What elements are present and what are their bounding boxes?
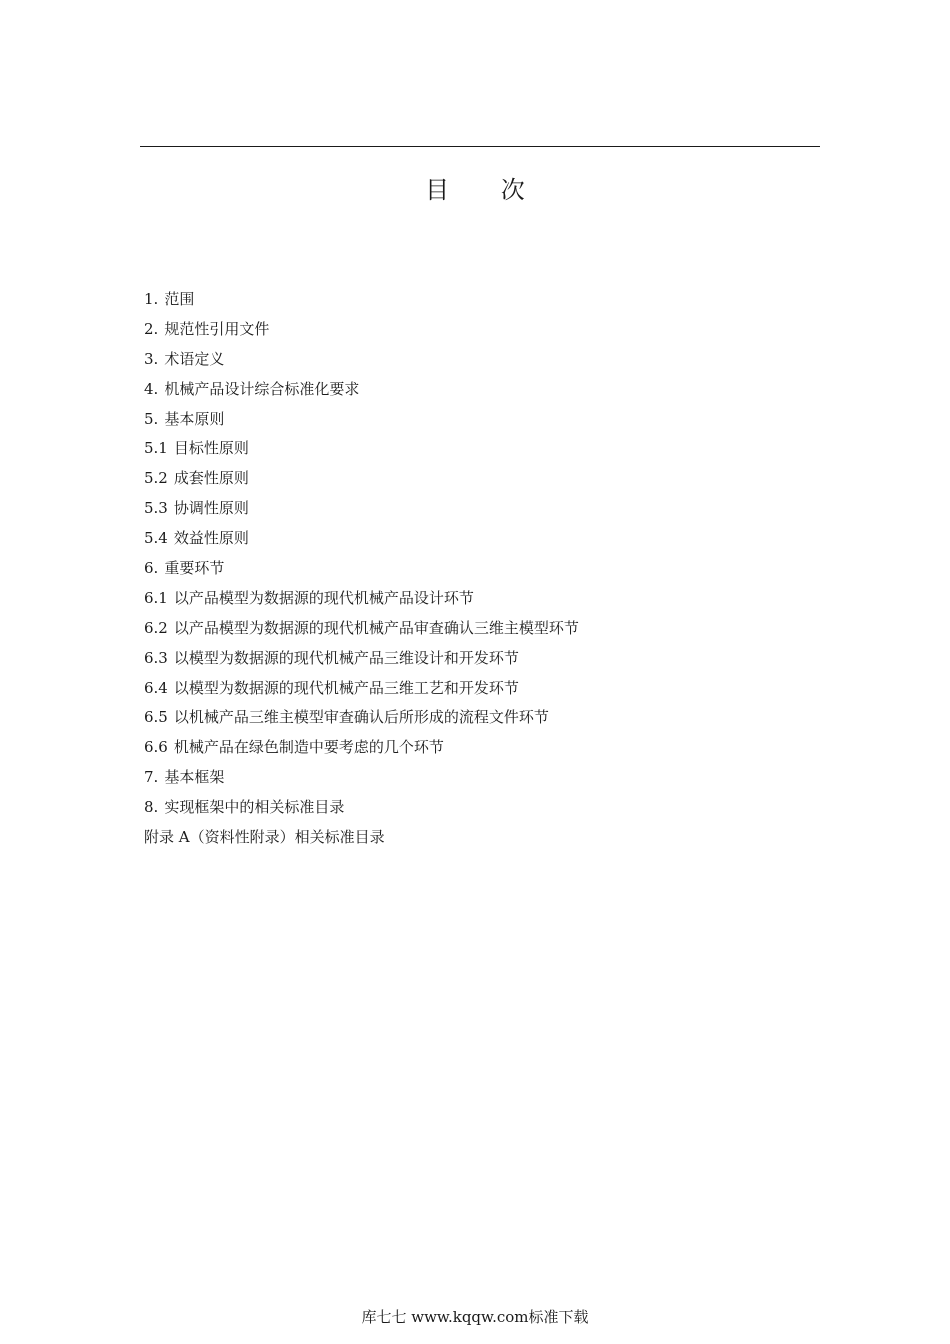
toc-item-label: 以产品模型为数据源的现代机械产品设计环节 bbox=[173, 588, 474, 607]
toc-item[interactable] bbox=[144, 315, 579, 345]
toc-item-appendix[interactable] bbox=[144, 823, 579, 853]
toc-item-label: 协调性原则 bbox=[173, 499, 249, 518]
toc-item-label: 术语定义 bbox=[164, 349, 225, 368]
toc-item-label: 机械产品设计综合标准化要求 bbox=[164, 379, 360, 398]
toc-item-label: 规范性引用文件 bbox=[164, 319, 270, 338]
toc-item[interactable] bbox=[144, 405, 579, 435]
table-of-contents bbox=[144, 285, 579, 853]
toc-item-label: 以产品模型为数据源的现代机械产品审查确认三维主模型环节 bbox=[173, 618, 579, 637]
page-title: 目 次 bbox=[425, 176, 547, 204]
toc-item-label: 以模型为数据源的现代机械产品三维工艺和开发环节 bbox=[173, 678, 519, 697]
toc-item-label: 基本原则 bbox=[164, 409, 225, 428]
toc-item-label: 范围 bbox=[164, 290, 195, 308]
toc-item[interactable] bbox=[144, 733, 579, 763]
toc-item-number: 5.4 bbox=[144, 529, 168, 548]
toc-item[interactable] bbox=[144, 703, 579, 733]
toc-item-number: 5.3 bbox=[144, 499, 168, 518]
toc-item[interactable] bbox=[144, 793, 579, 823]
toc-item-number: 6.3 bbox=[144, 648, 168, 667]
toc-item[interactable] bbox=[144, 345, 579, 375]
toc-item[interactable] bbox=[144, 375, 579, 405]
toc-item-label: 基本框架 bbox=[164, 768, 225, 787]
toc-item-number: 2. bbox=[144, 319, 159, 338]
toc-item[interactable] bbox=[144, 674, 579, 704]
toc-item-number: 6.5 bbox=[144, 708, 168, 727]
toc-item[interactable] bbox=[144, 285, 579, 315]
toc-item-label: 实现框架中的相关标准目录 bbox=[164, 798, 345, 817]
toc-item-number: 7. bbox=[144, 768, 159, 787]
toc-item-label: 机械产品在绿色制造中要考虑的几个环节 bbox=[173, 738, 444, 757]
toc-item-label: 重要环节 bbox=[164, 559, 225, 578]
toc-item-number: 6.4 bbox=[144, 678, 168, 697]
toc-item-label: 以机械产品三维主模型审查确认后所形成的流程文件环节 bbox=[173, 708, 549, 727]
toc-item[interactable] bbox=[144, 763, 579, 793]
toc-item-number: 5. bbox=[144, 409, 159, 428]
toc-item-number: 6.1 bbox=[144, 588, 168, 607]
toc-item-number: 6. bbox=[144, 559, 159, 578]
toc-item[interactable] bbox=[144, 644, 579, 674]
toc-item[interactable] bbox=[144, 494, 579, 524]
page-footer: 库七七 www.kqqw.com标准下载 bbox=[361, 1308, 589, 1326]
toc-item-number: 4. bbox=[144, 379, 159, 398]
toc-item-number: 5.1 bbox=[144, 439, 168, 458]
toc-item-label: 成套性原则 bbox=[173, 469, 249, 488]
toc-item[interactable] bbox=[144, 434, 579, 464]
toc-item[interactable] bbox=[144, 464, 579, 494]
toc-item-label: 以模型为数据源的现代机械产品三维设计和开发环节 bbox=[173, 648, 519, 667]
toc-item-label: 效益性原则 bbox=[173, 529, 249, 548]
toc-item-number: 6.6 bbox=[144, 738, 168, 757]
header-rule bbox=[140, 146, 820, 147]
toc-item-number: 1. bbox=[144, 290, 159, 308]
toc-item[interactable] bbox=[144, 614, 579, 644]
toc-item-label: 附录 A（资料性附录）相关标准目录 bbox=[144, 828, 385, 847]
toc-item-label: 目标性原则 bbox=[173, 439, 249, 458]
toc-item[interactable] bbox=[144, 524, 579, 554]
toc-item-number: 5.2 bbox=[144, 469, 168, 488]
toc-item[interactable] bbox=[144, 584, 579, 614]
toc-item-number: 8. bbox=[144, 798, 159, 817]
toc-item[interactable] bbox=[144, 554, 579, 584]
toc-item-number: 6.2 bbox=[144, 618, 168, 637]
toc-item-number: 3. bbox=[144, 349, 159, 368]
